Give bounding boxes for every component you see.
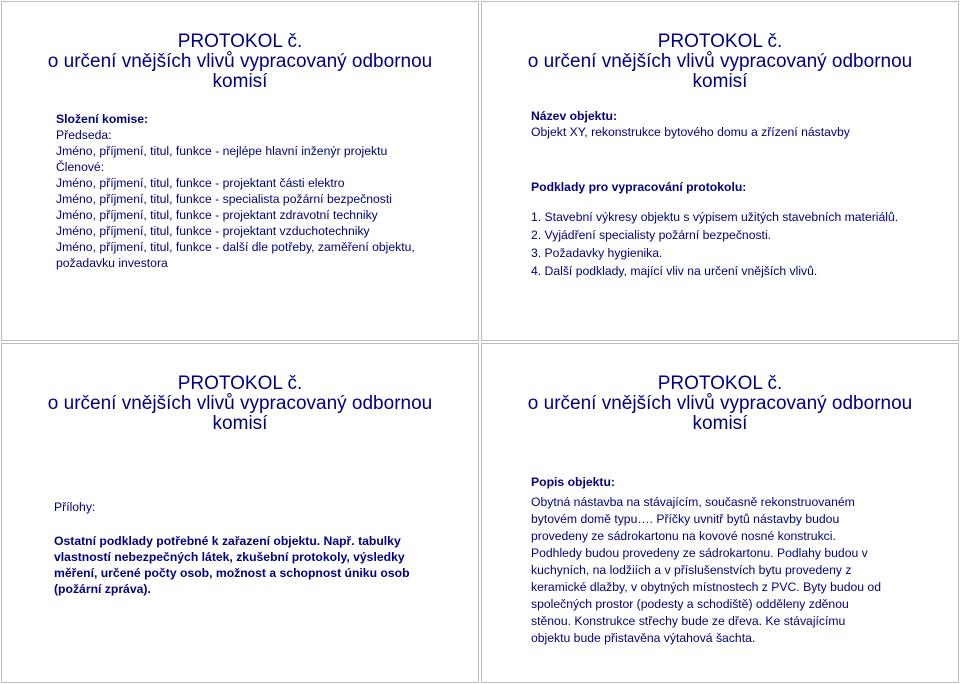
list-item: 1. Stavební výkresy objektu s výpisem užitých stavebních materiálů. [531,210,899,224]
title-line-1: PROTOKOL č. [657,31,783,52]
title-line-2: o určení vnějších vlivů vypracovaný odbornou [527,393,913,414]
members-label: Členové: [56,160,105,174]
member-entry: Jméno, příjmení, titul, funkce - další dle potřeby, zaměření objektu, požadavku investora [56,240,415,270]
slide-attachments [1,343,479,683]
title-line-1: PROTOKOL č. [177,373,303,394]
attachments-section [54,499,430,597]
title-line-3: komisí [692,71,748,92]
member-entry: Jméno, příjmení, titul, funkce - projektant zdravotní techniky [56,208,378,222]
chair-entry: Jméno, příjmení, titul, funkce - nejlépe hlavní inženýr projektu [56,144,388,158]
list-item: 2. Vyjádření specialisty požární bezpečnosti. [531,228,772,242]
object-name: Objekt XY, rekonstrukce bytového domu a zřízení nástavby [531,125,850,139]
description-section [531,474,886,647]
slide-description [481,343,959,683]
title-line-3: komisí [692,413,748,434]
description-text: Obytná nástavba na stávajícím, současně rekonstruovaném bytovém domě typu…. Příčky uvnitř bytů nástavby budou provedeny ze sádrokartonu na kovové nosné konstrukci. Podhledy budou provedeny ze sádrokartonu. Podlahy budou v kuchyních, na lodžiích a v příslušenstvích bytu provedeny z keramické dlažby, v obytných místnostech z PVC. Byty budou od společných prostor (podesty a schodiště) odděleny zděnou stěnou. Konstrukce střechy bude ze dřeva. Ke stávajícímu objektu bude přistavěna výtahová šachta. [531,495,881,645]
member-entry: Jméno, příjmení, titul, funkce - projektant části elektro [56,176,345,190]
member-entry: Jméno, příjmení, titul, funkce - projektant vzduchotechniky [56,224,370,238]
object-section [531,108,934,140]
basis-heading: Podklady pro vypracování protokolu: [531,180,747,194]
attachments-label: Přílohy: [54,500,96,514]
member-entry: Jméno, příjmení, titul, funkce - specialista požární bezpečnosti [56,192,392,206]
title-line-3: komisí [212,71,268,92]
basis-section [531,179,934,279]
list-item: 4. Další podklady, mající vliv na určení vnějších vlivů. [531,264,818,278]
basis-list [531,209,934,279]
title-line-2: o určení vnějších vlivů vypracovaný odbornou [527,51,913,72]
title-line-3: komisí [212,413,268,434]
slide-title [482,32,958,92]
title-line-1: PROTOKOL č. [177,31,303,52]
attachments-text: Ostatní podklady potřebné k zařazení objektu. Např. tabulky vlastností nebezpečných látek, zkušební protokoly, výsledky měření, určené počty osob, možnost a schopnost úniku osob (požární zpráva). [54,534,410,596]
committee-heading: Složení komise: [56,112,149,126]
description-heading: Popis objektu: [531,475,615,489]
slide-title [2,374,478,434]
list-item: 3. Požadavky hygienika. [531,246,663,260]
slide-object-basis [481,1,959,341]
committee-list [56,111,458,271]
chair-label: Předseda: [56,128,112,142]
title-line-2: o určení vnějších vlivů vypracovaný odbornou [47,393,433,414]
title-line-2: o určení vnějších vlivů vypracovaný odbornou [47,51,433,72]
object-heading: Název objektu: [531,109,618,123]
slide-title [482,374,958,434]
slide-composition [1,1,479,341]
slide-title [2,32,478,92]
title-line-1: PROTOKOL č. [657,373,783,394]
